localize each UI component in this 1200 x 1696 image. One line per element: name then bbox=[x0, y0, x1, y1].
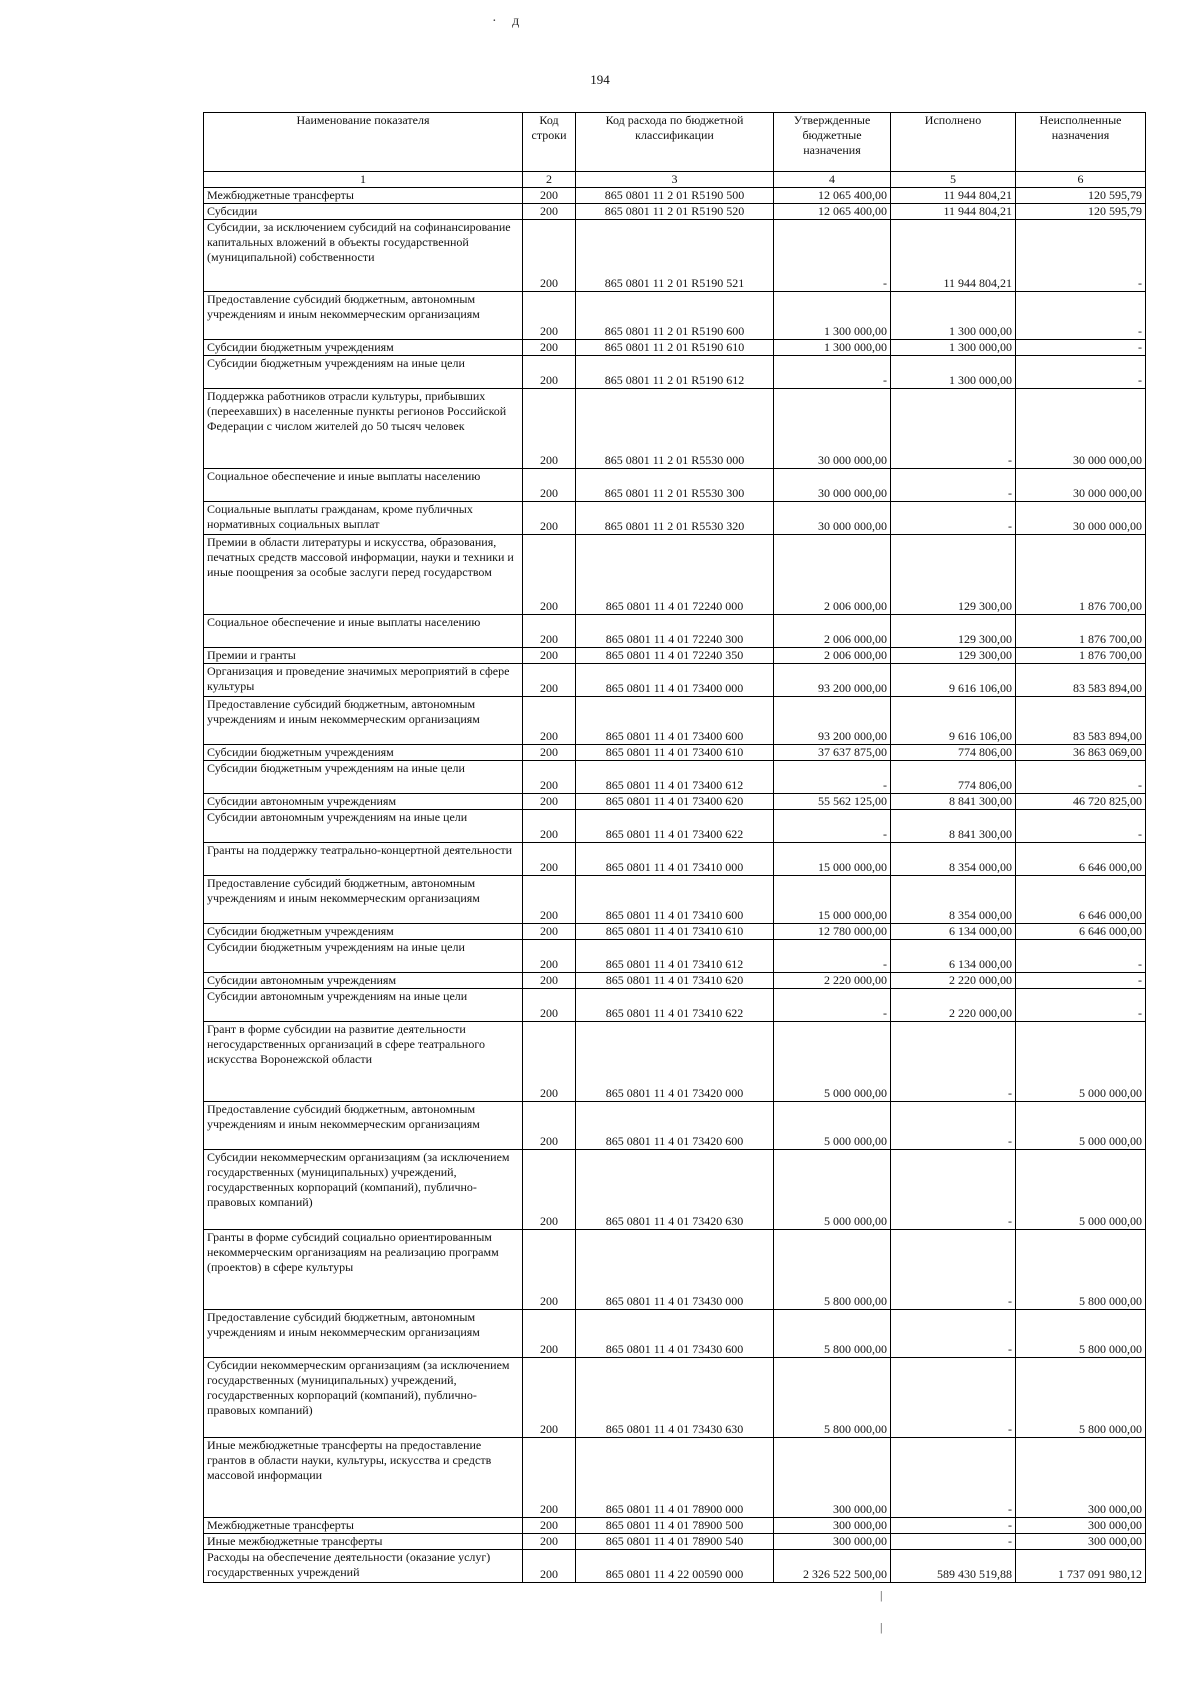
row-unexecuted: 6 646 000,00 bbox=[1016, 876, 1146, 924]
budget-execution-table bbox=[203, 112, 1146, 1583]
row-executed: 11 944 804,21 bbox=[891, 204, 1016, 220]
scan-artifact: | bbox=[880, 1588, 883, 1602]
row-unexecuted: 120 595,79 bbox=[1016, 188, 1146, 204]
row-unexecuted: - bbox=[1016, 940, 1146, 973]
row-executed: 1 300 000,00 bbox=[891, 340, 1016, 356]
column-number: 2 bbox=[523, 172, 576, 188]
column-number: 1 bbox=[204, 172, 523, 188]
row-name: Социальное обеспечение и иные выплаты населению bbox=[204, 615, 523, 648]
row-budget-code: 865 0801 11 4 01 73400 600 bbox=[576, 697, 774, 745]
row-line-code: 200 bbox=[523, 924, 576, 940]
row-line-code: 200 bbox=[523, 794, 576, 810]
table-row bbox=[204, 204, 1146, 220]
row-approved: 1 300 000,00 bbox=[774, 292, 891, 340]
row-unexecuted: - bbox=[1016, 340, 1146, 356]
row-executed: - bbox=[891, 1358, 1016, 1438]
row-budget-code: 865 0801 11 4 01 73420 000 bbox=[576, 1022, 774, 1102]
row-executed: 589 430 519,88 bbox=[891, 1550, 1016, 1583]
table-row bbox=[204, 745, 1146, 761]
row-executed: 2 220 000,00 bbox=[891, 973, 1016, 989]
table-row bbox=[204, 188, 1146, 204]
row-budget-code: 865 0801 11 2 01 R5190 612 bbox=[576, 356, 774, 389]
row-executed: 9 616 106,00 bbox=[891, 697, 1016, 745]
row-line-code: 200 bbox=[523, 1518, 576, 1534]
row-name: Субсидии бюджетным учреждениям bbox=[204, 745, 523, 761]
row-approved: 12 065 400,00 bbox=[774, 188, 891, 204]
row-approved: 5 800 000,00 bbox=[774, 1358, 891, 1438]
row-unexecuted: 1 737 091 980,12 bbox=[1016, 1550, 1146, 1583]
row-name: Иные межбюджетные трансферты bbox=[204, 1534, 523, 1550]
row-budget-code: 865 0801 11 2 01 R5530 000 bbox=[576, 389, 774, 469]
row-line-code: 200 bbox=[523, 761, 576, 794]
row-unexecuted: 5 800 000,00 bbox=[1016, 1358, 1146, 1438]
row-unexecuted: 5 800 000,00 bbox=[1016, 1310, 1146, 1358]
row-approved: 30 000 000,00 bbox=[774, 389, 891, 469]
row-executed: 6 134 000,00 bbox=[891, 940, 1016, 973]
row-approved: 55 562 125,00 bbox=[774, 794, 891, 810]
row-budget-code: 865 0801 11 4 01 73410 622 bbox=[576, 989, 774, 1022]
column-number: 5 bbox=[891, 172, 1016, 188]
row-approved: 300 000,00 bbox=[774, 1518, 891, 1534]
row-name: Расходы на обеспечение деятельности (оказание услуг) государственных учреждений bbox=[204, 1550, 523, 1583]
page-number: 194 bbox=[590, 72, 610, 87]
table-row bbox=[204, 876, 1146, 924]
row-line-code: 200 bbox=[523, 1438, 576, 1518]
row-name: Межбюджетные трансферты bbox=[204, 1518, 523, 1534]
header-approved: Утвержденные бюджетные назначения bbox=[774, 113, 891, 172]
row-name: Субсидии бюджетным учреждениям на иные цели bbox=[204, 356, 523, 389]
row-executed: 8 354 000,00 bbox=[891, 876, 1016, 924]
row-name: Иные межбюджетные трансферты на предоставление грантов в области науки, культуры, искусства и средств массовой информации bbox=[204, 1438, 523, 1518]
row-approved: 2 006 000,00 bbox=[774, 648, 891, 664]
table-row bbox=[204, 1550, 1146, 1583]
row-line-code: 200 bbox=[523, 1534, 576, 1550]
row-approved: - bbox=[774, 761, 891, 794]
row-unexecuted: 1 876 700,00 bbox=[1016, 615, 1146, 648]
table-row bbox=[204, 615, 1146, 648]
row-budget-code: 865 0801 11 4 01 73400 620 bbox=[576, 794, 774, 810]
row-unexecuted: - bbox=[1016, 220, 1146, 292]
row-executed: 8 841 300,00 bbox=[891, 810, 1016, 843]
row-approved: 37 637 875,00 bbox=[774, 745, 891, 761]
row-budget-code: 865 0801 11 2 01 R5190 610 bbox=[576, 340, 774, 356]
table-row bbox=[204, 1230, 1146, 1310]
row-name: Социальные выплаты гражданам, кроме публичных нормативных социальных выплат bbox=[204, 502, 523, 535]
table-body bbox=[204, 188, 1146, 1583]
row-name: Грант в форме субсидии на развитие деятельности негосударственных организаций в сфере театрального искусства Воронежской области bbox=[204, 1022, 523, 1102]
row-executed: - bbox=[891, 1022, 1016, 1102]
row-name: Субсидии бюджетным учреждениям на иные цели bbox=[204, 761, 523, 794]
table-row bbox=[204, 697, 1146, 745]
row-unexecuted: 5 800 000,00 bbox=[1016, 1230, 1146, 1310]
row-name: Субсидии некоммерческим организациям (за исключением государственных (муниципальных) учреждений, государственных корпораций (компаний), публично-правовых компаний) bbox=[204, 1358, 523, 1438]
row-name: Предоставление субсидий бюджетным, автономным учреждениям и иным некоммерческим организациям bbox=[204, 697, 523, 745]
row-name: Премии и гранты bbox=[204, 648, 523, 664]
row-approved: 12 065 400,00 bbox=[774, 204, 891, 220]
column-number: 3 bbox=[576, 172, 774, 188]
row-name: Межбюджетные трансферты bbox=[204, 188, 523, 204]
row-budget-code: 865 0801 11 2 01 R5190 600 bbox=[576, 292, 774, 340]
row-line-code: 200 bbox=[523, 697, 576, 745]
row-unexecuted: 30 000 000,00 bbox=[1016, 502, 1146, 535]
column-number: 6 bbox=[1016, 172, 1146, 188]
row-unexecuted: - bbox=[1016, 356, 1146, 389]
row-budget-code: 865 0801 11 4 01 72240 000 bbox=[576, 535, 774, 615]
row-unexecuted: 1 876 700,00 bbox=[1016, 535, 1146, 615]
row-approved: 2 006 000,00 bbox=[774, 535, 891, 615]
row-approved: 300 000,00 bbox=[774, 1534, 891, 1550]
row-unexecuted: 46 720 825,00 bbox=[1016, 794, 1146, 810]
scan-mark: · д bbox=[492, 14, 526, 29]
row-name: Субсидии бюджетным учреждениям на иные цели bbox=[204, 940, 523, 973]
row-unexecuted: 300 000,00 bbox=[1016, 1534, 1146, 1550]
row-budget-code: 865 0801 11 4 01 73410 610 bbox=[576, 924, 774, 940]
row-unexecuted: - bbox=[1016, 810, 1146, 843]
row-executed: 774 806,00 bbox=[891, 761, 1016, 794]
table-row bbox=[204, 1150, 1146, 1230]
row-name: Гранты в форме субсидий социально ориентированным некоммерческим организациям на реализацию программ (проектов) в сфере культуры bbox=[204, 1230, 523, 1310]
row-line-code: 200 bbox=[523, 1102, 576, 1150]
row-name: Субсидии автономным учреждениям на иные цели bbox=[204, 810, 523, 843]
row-executed: - bbox=[891, 1534, 1016, 1550]
row-budget-code: 865 0801 11 4 01 78900 540 bbox=[576, 1534, 774, 1550]
row-executed: 1 300 000,00 bbox=[891, 356, 1016, 389]
header-unexecuted: Неисполненные назначения bbox=[1016, 113, 1146, 172]
row-name: Предоставление субсидий бюджетным, автономным учреждениям и иным некоммерческим организациям bbox=[204, 1102, 523, 1150]
column-number: 4 bbox=[774, 172, 891, 188]
row-budget-code: 865 0801 11 4 01 73400 610 bbox=[576, 745, 774, 761]
table-row bbox=[204, 761, 1146, 794]
row-unexecuted: 5 000 000,00 bbox=[1016, 1102, 1146, 1150]
row-line-code: 200 bbox=[523, 810, 576, 843]
row-budget-code: 865 0801 11 2 01 R5190 521 bbox=[576, 220, 774, 292]
table-row bbox=[204, 1310, 1146, 1358]
row-approved: 5 800 000,00 bbox=[774, 1310, 891, 1358]
row-executed: 1 300 000,00 bbox=[891, 292, 1016, 340]
column-number-row bbox=[204, 172, 1146, 188]
table-row bbox=[204, 648, 1146, 664]
row-executed: - bbox=[891, 1150, 1016, 1230]
row-line-code: 200 bbox=[523, 340, 576, 356]
header-row bbox=[204, 113, 1146, 172]
row-budget-code: 865 0801 11 4 01 78900 000 bbox=[576, 1438, 774, 1518]
table-row bbox=[204, 1102, 1146, 1150]
table-row bbox=[204, 1438, 1146, 1518]
row-budget-code: 865 0801 11 4 01 73400 622 bbox=[576, 810, 774, 843]
row-approved: - bbox=[774, 220, 891, 292]
row-approved: 1 300 000,00 bbox=[774, 340, 891, 356]
table-row bbox=[204, 1518, 1146, 1534]
row-executed: 11 944 804,21 bbox=[891, 220, 1016, 292]
row-name: Субсидии автономным учреждениям bbox=[204, 973, 523, 989]
row-approved: 93 200 000,00 bbox=[774, 697, 891, 745]
scan-artifact: | bbox=[880, 1620, 883, 1634]
row-line-code: 200 bbox=[523, 1550, 576, 1583]
header-budget-code: Код расхода по бюджетной классификации bbox=[576, 113, 774, 172]
row-line-code: 200 bbox=[523, 973, 576, 989]
row-line-code: 200 bbox=[523, 389, 576, 469]
row-name: Субсидии бюджетным учреждениям bbox=[204, 340, 523, 356]
row-executed: 129 300,00 bbox=[891, 615, 1016, 648]
table-row bbox=[204, 794, 1146, 810]
row-budget-code: 865 0801 11 4 01 73410 620 bbox=[576, 973, 774, 989]
row-budget-code: 865 0801 11 4 01 73430 000 bbox=[576, 1230, 774, 1310]
table-row bbox=[204, 989, 1146, 1022]
row-line-code: 200 bbox=[523, 1358, 576, 1438]
table-row bbox=[204, 356, 1146, 389]
row-approved: 2 326 522 500,00 bbox=[774, 1550, 891, 1583]
row-executed: - bbox=[891, 1518, 1016, 1534]
row-unexecuted: 30 000 000,00 bbox=[1016, 389, 1146, 469]
row-line-code: 200 bbox=[523, 535, 576, 615]
row-unexecuted: 83 583 894,00 bbox=[1016, 664, 1146, 697]
row-name: Субсидии автономным учреждениям bbox=[204, 794, 523, 810]
row-budget-code: 865 0801 11 4 01 72240 350 bbox=[576, 648, 774, 664]
row-budget-code: 865 0801 11 4 01 73410 612 bbox=[576, 940, 774, 973]
table-row bbox=[204, 469, 1146, 502]
row-unexecuted: 5 000 000,00 bbox=[1016, 1150, 1146, 1230]
row-executed: - bbox=[891, 1310, 1016, 1358]
row-approved: 15 000 000,00 bbox=[774, 843, 891, 876]
table-row bbox=[204, 843, 1146, 876]
row-executed: 9 616 106,00 bbox=[891, 664, 1016, 697]
table-row bbox=[204, 940, 1146, 973]
header-line-code: Код строки bbox=[523, 113, 576, 172]
header-name: Наименование показателя bbox=[204, 113, 523, 172]
table-row bbox=[204, 1534, 1146, 1550]
table-row bbox=[204, 924, 1146, 940]
row-approved: 12 780 000,00 bbox=[774, 924, 891, 940]
row-approved: 15 000 000,00 bbox=[774, 876, 891, 924]
row-approved: - bbox=[774, 810, 891, 843]
table-row bbox=[204, 340, 1146, 356]
row-unexecuted: 83 583 894,00 bbox=[1016, 697, 1146, 745]
row-budget-code: 865 0801 11 4 01 73430 600 bbox=[576, 1310, 774, 1358]
table-row bbox=[204, 1022, 1146, 1102]
table-row bbox=[204, 502, 1146, 535]
row-approved: 30 000 000,00 bbox=[774, 469, 891, 502]
row-line-code: 200 bbox=[523, 615, 576, 648]
row-unexecuted: - bbox=[1016, 292, 1146, 340]
row-approved: 5 800 000,00 bbox=[774, 1230, 891, 1310]
row-budget-code: 865 0801 11 4 01 73430 630 bbox=[576, 1358, 774, 1438]
row-executed: - bbox=[891, 502, 1016, 535]
row-budget-code: 865 0801 11 2 01 R5190 520 bbox=[576, 204, 774, 220]
row-approved: 5 000 000,00 bbox=[774, 1102, 891, 1150]
row-line-code: 200 bbox=[523, 502, 576, 535]
row-budget-code: 865 0801 11 2 01 R5530 320 bbox=[576, 502, 774, 535]
row-budget-code: 865 0801 11 2 01 R5190 500 bbox=[576, 188, 774, 204]
table-row bbox=[204, 292, 1146, 340]
row-line-code: 200 bbox=[523, 469, 576, 502]
row-name: Субсидии автономным учреждениям на иные цели bbox=[204, 989, 523, 1022]
row-unexecuted: 36 863 069,00 bbox=[1016, 745, 1146, 761]
row-approved: 2 006 000,00 bbox=[774, 615, 891, 648]
row-budget-code: 865 0801 11 4 01 78900 500 bbox=[576, 1518, 774, 1534]
row-name: Субсидии некоммерческим организациям (за исключением государственных (муниципальных) учреждений, государственных корпораций (компаний), публично-правовых компаний) bbox=[204, 1150, 523, 1230]
row-line-code: 200 bbox=[523, 1022, 576, 1102]
row-name: Поддержка работников отрасли культуры, прибывших (переехавших) в населенные пункты регионов Российской Федерации с числом жителей до 50 тысяч человек bbox=[204, 389, 523, 469]
row-line-code: 200 bbox=[523, 989, 576, 1022]
row-approved: 2 220 000,00 bbox=[774, 973, 891, 989]
row-unexecuted: - bbox=[1016, 989, 1146, 1022]
row-name: Организация и проведение значимых мероприятий в сфере культуры bbox=[204, 664, 523, 697]
row-name: Субсидии бюджетным учреждениям bbox=[204, 924, 523, 940]
row-line-code: 200 bbox=[523, 940, 576, 973]
row-unexecuted: - bbox=[1016, 973, 1146, 989]
row-approved: - bbox=[774, 989, 891, 1022]
row-executed: 8 841 300,00 bbox=[891, 794, 1016, 810]
row-name: Премии в области литературы и искусства, образования, печатных средств массовой информации, науки и техники и иные поощрения за особые заслуги перед государством bbox=[204, 535, 523, 615]
row-approved: 300 000,00 bbox=[774, 1438, 891, 1518]
row-unexecuted: 6 646 000,00 bbox=[1016, 843, 1146, 876]
row-executed: - bbox=[891, 1438, 1016, 1518]
row-name: Предоставление субсидий бюджетным, автономным учреждениям и иным некоммерческим организациям bbox=[204, 876, 523, 924]
row-executed: 2 220 000,00 bbox=[891, 989, 1016, 1022]
row-line-code: 200 bbox=[523, 843, 576, 876]
row-budget-code: 865 0801 11 4 01 73400 000 bbox=[576, 664, 774, 697]
row-name: Субсидии, за исключением субсидий на софинансирование капитальных вложений в объекты государственной (муниципальной) собственности bbox=[204, 220, 523, 292]
row-executed: 129 300,00 bbox=[891, 648, 1016, 664]
row-budget-code: 865 0801 11 2 01 R5530 300 bbox=[576, 469, 774, 502]
row-budget-code: 865 0801 11 4 01 73420 630 bbox=[576, 1150, 774, 1230]
row-line-code: 200 bbox=[523, 220, 576, 292]
row-line-code: 200 bbox=[523, 664, 576, 697]
row-budget-code: 865 0801 11 4 01 73410 600 bbox=[576, 876, 774, 924]
row-budget-code: 865 0801 11 4 01 73400 612 bbox=[576, 761, 774, 794]
row-executed: - bbox=[891, 469, 1016, 502]
row-line-code: 200 bbox=[523, 1310, 576, 1358]
row-unexecuted: 300 000,00 bbox=[1016, 1438, 1146, 1518]
table-row bbox=[204, 220, 1146, 292]
row-unexecuted: 120 595,79 bbox=[1016, 204, 1146, 220]
row-unexecuted: 30 000 000,00 bbox=[1016, 469, 1146, 502]
row-executed: 11 944 804,21 bbox=[891, 188, 1016, 204]
table-row bbox=[204, 389, 1146, 469]
row-line-code: 200 bbox=[523, 292, 576, 340]
row-approved: 93 200 000,00 bbox=[774, 664, 891, 697]
row-budget-code: 865 0801 11 4 22 00590 000 bbox=[576, 1550, 774, 1583]
row-executed: - bbox=[891, 1102, 1016, 1150]
row-executed: - bbox=[891, 389, 1016, 469]
header-executed: Исполнено bbox=[891, 113, 1016, 172]
row-approved: 5 000 000,00 bbox=[774, 1150, 891, 1230]
row-line-code: 200 bbox=[523, 876, 576, 924]
row-budget-code: 865 0801 11 4 01 73410 000 bbox=[576, 843, 774, 876]
row-executed: 6 134 000,00 bbox=[891, 924, 1016, 940]
row-line-code: 200 bbox=[523, 356, 576, 389]
table-row bbox=[204, 535, 1146, 615]
table-row bbox=[204, 810, 1146, 843]
row-executed: - bbox=[891, 1230, 1016, 1310]
row-line-code: 200 bbox=[523, 1230, 576, 1310]
row-unexecuted: 300 000,00 bbox=[1016, 1518, 1146, 1534]
row-unexecuted: - bbox=[1016, 761, 1146, 794]
row-approved: - bbox=[774, 356, 891, 389]
row-line-code: 200 bbox=[523, 648, 576, 664]
row-budget-code: 865 0801 11 4 01 73420 600 bbox=[576, 1102, 774, 1150]
table-row bbox=[204, 973, 1146, 989]
table-row bbox=[204, 664, 1146, 697]
row-line-code: 200 bbox=[523, 745, 576, 761]
row-executed: 8 354 000,00 bbox=[891, 843, 1016, 876]
row-line-code: 200 bbox=[523, 1150, 576, 1230]
row-approved: - bbox=[774, 940, 891, 973]
row-name: Социальное обеспечение и иные выплаты населению bbox=[204, 469, 523, 502]
row-line-code: 200 bbox=[523, 204, 576, 220]
table-row bbox=[204, 1358, 1146, 1438]
row-unexecuted: 6 646 000,00 bbox=[1016, 924, 1146, 940]
row-name: Предоставление субсидий бюджетным, автономным учреждениям и иным некоммерческим организациям bbox=[204, 292, 523, 340]
row-executed: 129 300,00 bbox=[891, 535, 1016, 615]
row-name: Предоставление субсидий бюджетным, автономным учреждениям и иным некоммерческим организациям bbox=[204, 1310, 523, 1358]
row-executed: 774 806,00 bbox=[891, 745, 1016, 761]
row-budget-code: 865 0801 11 4 01 72240 300 bbox=[576, 615, 774, 648]
row-line-code: 200 bbox=[523, 188, 576, 204]
row-unexecuted: 1 876 700,00 bbox=[1016, 648, 1146, 664]
row-approved: 5 000 000,00 bbox=[774, 1022, 891, 1102]
row-approved: 30 000 000,00 bbox=[774, 502, 891, 535]
row-name: Гранты на поддержку театрально-концертной деятельности bbox=[204, 843, 523, 876]
row-unexecuted: 5 000 000,00 bbox=[1016, 1022, 1146, 1102]
row-name: Субсидии bbox=[204, 204, 523, 220]
